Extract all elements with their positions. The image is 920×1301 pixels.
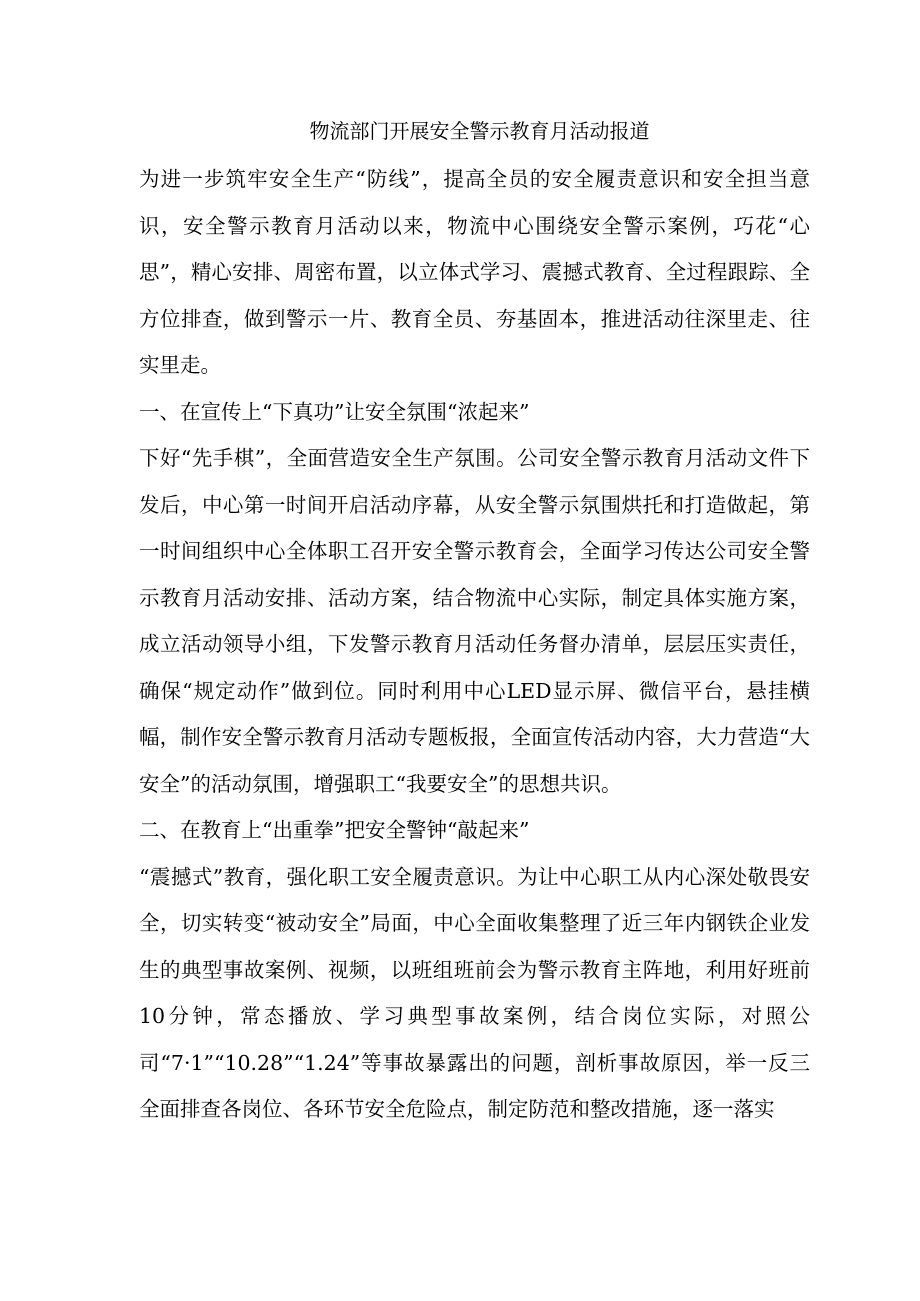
section-2-paragraph: “震撼式”教育，强化职工安全履责意识。为让中心职工从内心深处敬畏安全，切实转变“被动安全”局面，中心全面收集整理了近三年内钢铁企业发生的典型事故案例、视频，以班组班前会为警示教育主阵地，利用好班前10分钟，常态播放、学习典型事故案例，结合岗位实际，对照公司“7·1”“10.28”“1.24”等事故暴露出的问题，剖析事故原因，举一反三全面排查各岗位、各环节安全危险点，制定防范和整改措施，逐一落实 (139, 864, 810, 1121)
section-1-heading: 一、在宣传上“下真功”让安全氛围“浓起来” (139, 399, 530, 424)
intro-paragraph: 为进一步筑牢安全生产“防线”，提高全员的安全履责意识和安全担当意识，安全警示教育月活动以来，物流中心围绕安全警示案例，巧花“心思”，精心安排、周密布置，以立体式学习、震撼式教育、全过程跟踪、全方位排查，做到警示一片、教育全员、夯基固本，推进活动往深里走、往实里走。 (139, 167, 810, 377)
document-title: 物流部门开展安全警示教育月活动报道 (309, 119, 650, 143)
section-1-paragraph: 下好“先手棋”，全面营造安全生产氛围。公司安全警示教育月活动文件下发后，中心第一时间开启活动序幕，从安全警示氛围烘托和打造做起，第一时间组织中心全体职工召开安全警示教育会，全面学习传达公司安全警示教育月活动安排、活动方案，结合物流中心实际，制定具体实施方案，成立活动领导小组，下发警示教育月活动任务督办清单，层层压实责任，确保“规定动作”做到位。同时利用中心LED显示屏、微信平台，悬挂横幅，制作安全警示教育月活动专题板报，全面宣传活动内容，大力营造“大安全”的活动氛围，增强职工“我要安全”的思想共识。 (139, 446, 810, 796)
section-2-heading: 二、在教育上“出重拳”把安全警钟“敲起来” (139, 818, 530, 842)
